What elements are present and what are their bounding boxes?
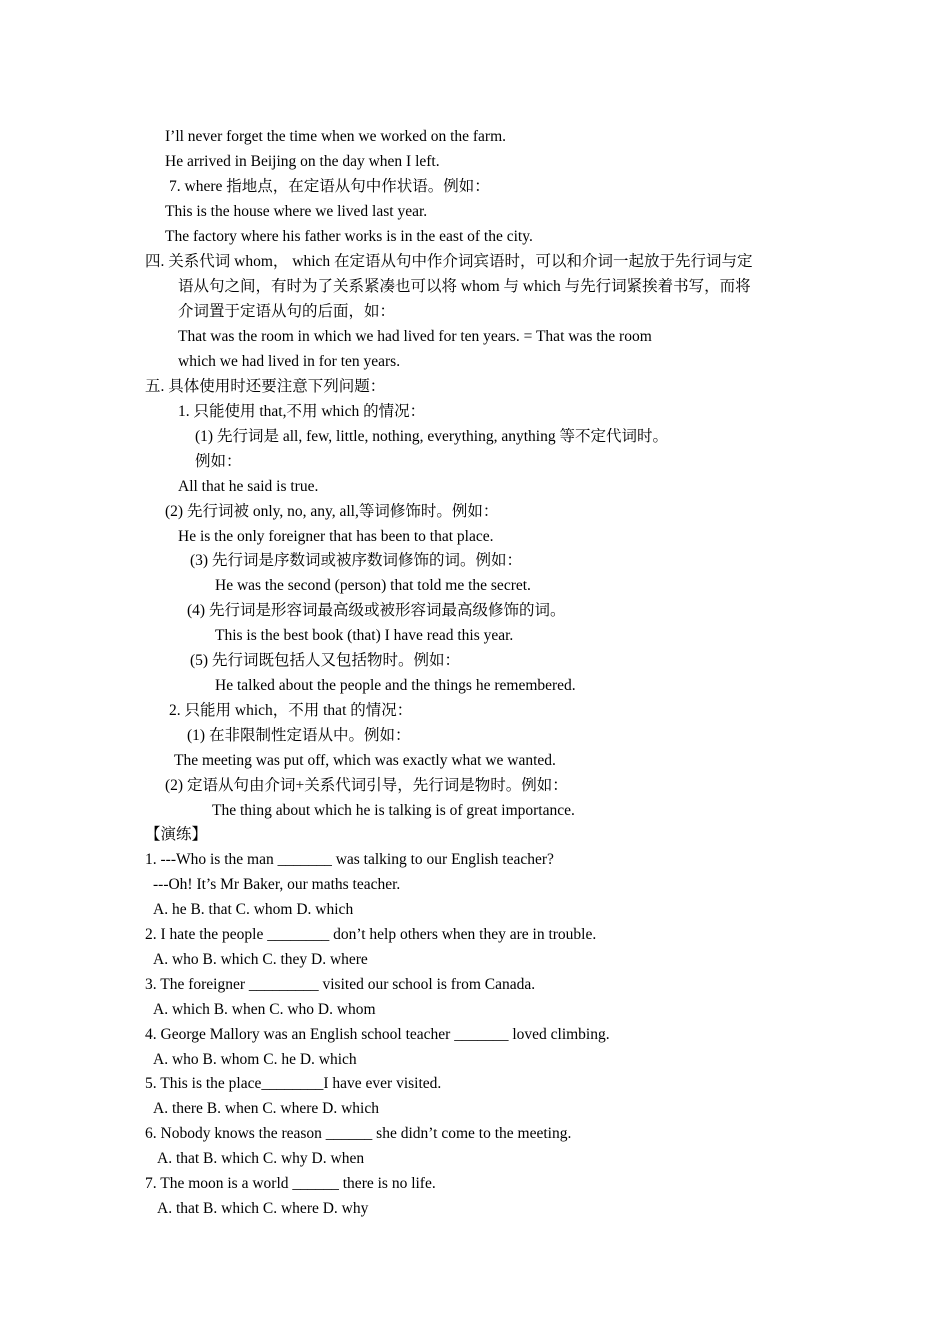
text-line: (2) 定语从句由介词+关系代词引导，先行词是物时。例如： bbox=[165, 777, 568, 794]
text-line: I’ll never forget the time when we worked on the farm. bbox=[165, 128, 507, 145]
exercise-question: 7. The moon is a world ______ there is no life. bbox=[145, 1175, 436, 1192]
text-line: All that he said is true. bbox=[178, 478, 319, 495]
exercise-question: 6. Nobody knows the reason ______ she didn’t come to the meeting. bbox=[145, 1125, 572, 1142]
text-line: ---Oh! It’s Mr Baker, our maths teacher. bbox=[153, 876, 401, 893]
text-line: He was the second (person) that told me the secret. bbox=[215, 577, 531, 594]
text-line: 语从句之间，有时为了关系紧凑也可以将 whom 与 which 与先行词紧挨着书写，而将 bbox=[178, 278, 751, 295]
text-line: The factory where his father works is in the east of the city. bbox=[165, 228, 533, 245]
exercise-options: A. who B. which C. they D. where bbox=[153, 951, 368, 968]
exercise-options: A. who B. whom C. he D. which bbox=[153, 1051, 357, 1068]
exercise-question: 2. I hate the people ________ don’t help others when they are in trouble. bbox=[145, 926, 597, 943]
text-line: (5) 先行词既包括人又包括物时。例如： bbox=[190, 652, 460, 669]
exercise-options: A. he B. that C. whom D. which bbox=[153, 901, 354, 918]
text-line: He arrived in Beijing on the day when I left. bbox=[165, 153, 440, 170]
exercise-question: 3. The foreigner _________ visited our school is from Canada. bbox=[145, 976, 536, 993]
text-line: The thing about which he is talking is of great importance. bbox=[212, 802, 575, 819]
text-line: (1) 在非限制性定语从中。例如： bbox=[187, 727, 411, 744]
text-line: (2) 先行词被 only, no, any, all,等词修饰时。例如： bbox=[165, 503, 499, 520]
exercise-options: A. which B. when C. who D. whom bbox=[153, 1001, 376, 1018]
exercise-options: A. that B. which C. where D. why bbox=[157, 1200, 369, 1217]
text-line: 介词置于定语从句的后面，如： bbox=[178, 303, 396, 320]
section-heading: 【演练】 bbox=[145, 826, 208, 843]
text-line: (4) 先行词是形容词最高级或被形容词最高级修饰的词。 bbox=[187, 602, 566, 619]
text-line: 例如： bbox=[195, 453, 242, 470]
exercise-options: A. there B. when C. where D. which bbox=[153, 1100, 379, 1117]
text-line: The meeting was put off, which was exactly what we wanted. bbox=[174, 752, 556, 769]
exercise-options: A. that B. which C. why D. when bbox=[157, 1150, 365, 1167]
text-line: which we had lived in for ten years. bbox=[178, 353, 401, 370]
exercise-question: 1. ---Who is the man _______ was talking to our English teacher? bbox=[145, 851, 554, 868]
text-line: He talked about the people and the things he remembered. bbox=[215, 677, 576, 694]
exercise-question: 4. George Mallory was an English school teacher _______ loved climbing. bbox=[145, 1026, 610, 1043]
text-line: That was the room in which we had lived for ten years. = That was the room bbox=[178, 328, 652, 345]
text-line: This is the house where we lived last year. bbox=[165, 203, 428, 220]
section-heading: 四. 关系代词 whom， which 在定语从句中作介词宾语时，可以和介词一起放于先行词与定 bbox=[145, 253, 753, 270]
text-line: 1. 只能使用 that,不用 which 的情况： bbox=[178, 403, 426, 420]
text-line: He is the only foreigner that has been to that place. bbox=[178, 528, 494, 545]
section-heading: 五. 具体使用时还要注意下列问题： bbox=[145, 378, 386, 395]
text-line: (3) 先行词是序数词或被序数词修饰的词。例如： bbox=[190, 552, 522, 569]
text-line: This is the best book (that) I have read this year. bbox=[215, 627, 514, 644]
text-line: (1) 先行词是 all, few, little, nothing, everything, anything 等不定代词时。 bbox=[195, 428, 668, 445]
exercise-question: 5. This is the place________I have ever visited. bbox=[145, 1075, 442, 1092]
text-line: 2. 只能用 which，不用 that 的情况： bbox=[169, 702, 413, 719]
text-line: 7. where 指地点，在定语从句中作状语。例如： bbox=[169, 178, 490, 195]
